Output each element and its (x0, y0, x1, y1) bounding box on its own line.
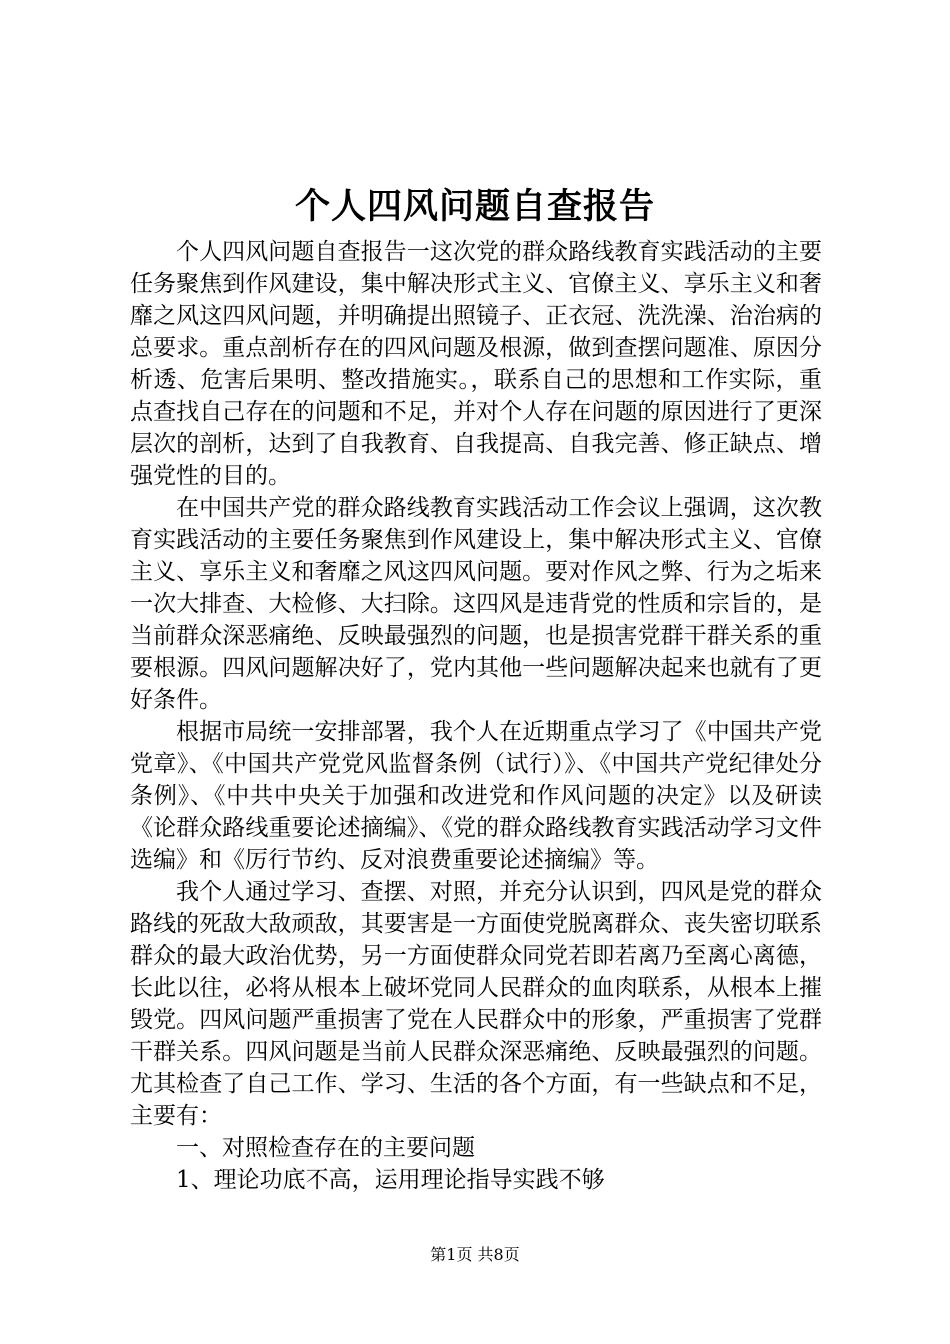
page-footer: 第1页 共8页 (430, 1245, 520, 1264)
document-body (130, 236, 822, 1196)
section-heading: 一、对照检查存在的主要问题 (176, 1135, 475, 1161)
paragraph-intro: 个人四风问题自查报告一这次党的群众路线教育实践活动的主要任务聚焦到作风建设，集中解决形式主义、官僚主义、享乐主义和奢靡之风这四风问题，并明确提出照镜子、正衣冠、洗洗澡、治治病的总要求。重点剖析存在的四风问题及根源，做到查摆问题准、原因分析透、危害后果明、整改措施实。，联系自己的思想和工作实际，重点查找自己存在的问题和不足，并对个人存在问题的原因进行了更深层次的剖析，达到了自我教育、自我提高、自我完善、修正缺点、增强党性的目的。 (130, 239, 822, 489)
paragraph-recognition: 我个人通过学习、查摆、对照，并充分认识到，四风是党的群众路线的死敌大敌顽敌，其要害是一方面使党脱离群众、丧失密切联系群众的最大政治优势，另一方面使群众同党若即若离乃至离心离德，长此以往，必将从根本上破坏党同人民群众的血肉联系，从根本上摧毁党。四风问题严重损害了党在人民群众中的形象，严重损害了党群干群关系。四风问题是当前人民群众深恶痛绝、反映最强烈的问题。尤其检查了自己工作、学习、生活的各个方面，有一些缺点和不足，主要有： (130, 879, 822, 1129)
paragraph-meeting: 在中国共产党的群众路线教育实践活动工作会议上强调，这次教育实践活动的主要任务聚焦到作风建设上，集中解决形式主义、官僚主义、享乐主义和奢靡之风这四风问题。要对作风之弊、行为之垢来一次大排查、大检修、大扫除。这四风是违背党的性质和宗旨的，是当前群众深恶痛绝、反映最强烈的问题，也是损害党群干群关系的重要根源。四风问题解决好了，党内其他一些问题解决起来也就有了更好条件。 (130, 495, 822, 713)
paragraph-study: 根据市局统一安排部署，我个人在近期重点学习了《中国共产党党章》、《中国共产党党风监督条例（试行）》、《中国共产党纪律处分条例》、《中共中央关于加强和改进党和作风问题的决定》以及研读《论群众路线重要论述摘编》、《党的群众路线教育实践活动学习文件选编》和《厉行节约、反对浪费重要论述摘编》等。 (130, 719, 822, 873)
document-title: 个人四风问题自查报告 (294, 186, 655, 227)
subsection-heading: 1、理论功底不高，运用理论指导实践不够 (176, 1167, 605, 1193)
